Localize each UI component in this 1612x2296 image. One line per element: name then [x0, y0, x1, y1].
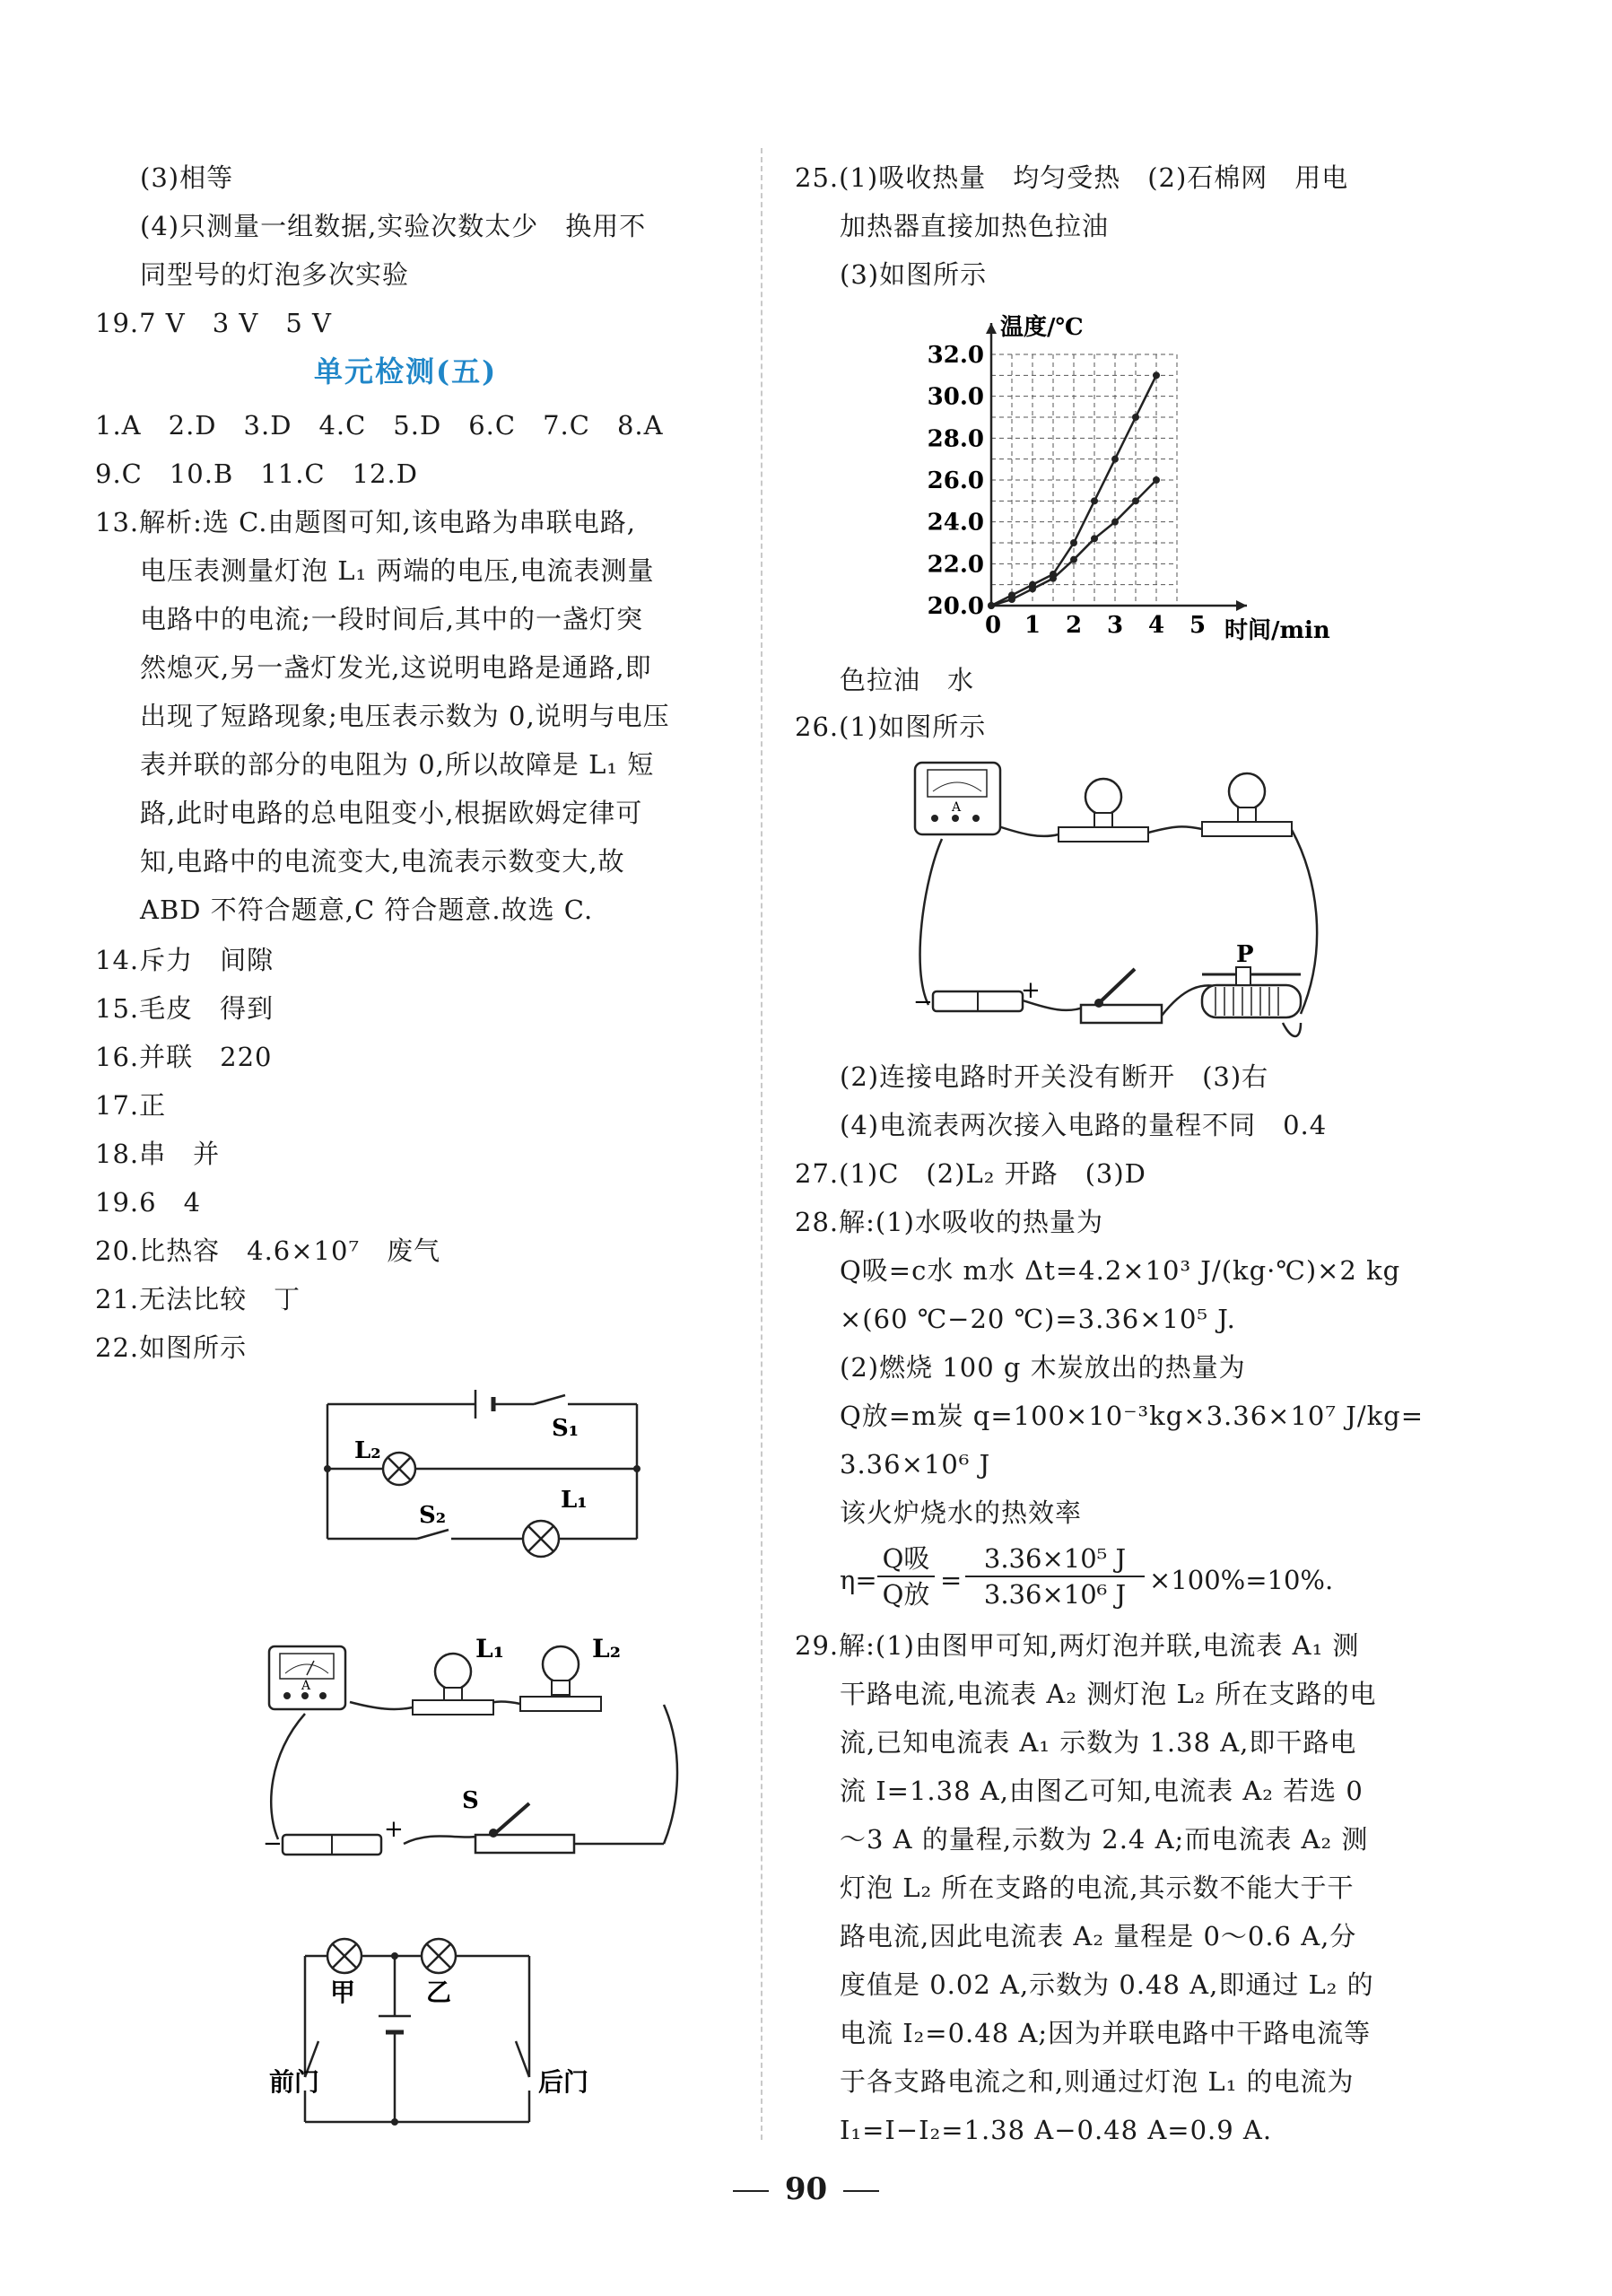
answer-line: 25.(1)吸收热量 均匀受热 (2)石棉网 用电: [795, 162, 1349, 193]
data-point: [1008, 596, 1015, 603]
x-tick-label: 2: [1065, 612, 1083, 639]
label-s: S: [462, 1787, 479, 1814]
label-s2: S₂: [419, 1502, 447, 1529]
formula-line: Q吸=c水 m水 Δt=4.2×10³ J/(kg·℃)×2 kg: [840, 1255, 1401, 1286]
y-axis-arrow: [986, 323, 997, 334]
battery-plus: +: [1021, 977, 1041, 1004]
y-tick-label: 30.0: [927, 383, 984, 411]
y-tick-label: 20.0: [927, 593, 984, 620]
ammeter: [269, 1646, 345, 1709]
label-p: P: [1236, 941, 1254, 968]
label-l2: L₂: [592, 1634, 621, 1663]
data-point: [1091, 535, 1098, 542]
front-door-text: 前门: [269, 2067, 320, 2097]
rheostat: [1202, 967, 1301, 1017]
answer-line: 21.无法比较 丁: [95, 1284, 301, 1314]
label-l1: L₁: [475, 1634, 504, 1663]
formula-line: Q放=m炭 q=100×10⁻³kg×3.36×10⁷ J/kg=: [840, 1401, 1425, 1431]
circuit-diagram-23: [260, 1628, 727, 1871]
x-tick-label: 0: [984, 612, 1002, 639]
footer-dash-right: [843, 2190, 879, 2192]
data-point: [1070, 556, 1077, 563]
x-tick-label: 1: [1024, 612, 1041, 639]
label-back-door: [538, 2067, 588, 2097]
data-point: [1029, 585, 1036, 592]
fraction-2: [965, 1541, 1145, 1611]
answer-line: 同型号的灯泡多次实验: [140, 259, 410, 290]
circuit-diagram-26: [906, 754, 1337, 1059]
data-point: [1091, 497, 1098, 504]
answer-line: 知,电路中的电流变大,电流表示数变大,故: [140, 846, 625, 877]
answer-line: (4)只测量一组数据,实验次数太少 换用不: [140, 211, 647, 241]
series-line: [991, 375, 1156, 606]
battery-minus: −: [263, 1830, 283, 1857]
answer-line: 流,已知电流表 A₁ 示数为 1.38 A,即干路电: [840, 1727, 1357, 1758]
back-door-text: 后门: [538, 2067, 589, 2097]
x-axis-label: 时间/min: [1224, 617, 1330, 644]
answer-line: 19.7 V 3 V 5 V: [95, 308, 332, 338]
temperature-time-chart: [924, 305, 1330, 664]
section-heading: 单元检测(五): [314, 354, 498, 388]
fraction-2-denominator: 3.36×10⁶ J: [983, 1579, 1127, 1610]
answer-line: (2)连接电路时开关没有断开 (3)右: [840, 1061, 1269, 1092]
switch: [1081, 969, 1162, 1023]
bulb-l2: [520, 1646, 601, 1711]
data-point: [1132, 497, 1139, 504]
label-l1: L₁: [561, 1487, 588, 1514]
bulb-1: [1059, 779, 1148, 842]
answer-line: 然熄灭,另一盏灯发光,这说明电路是通路,即: [140, 652, 652, 683]
y-tick-label: 32.0: [927, 342, 984, 369]
answer-line: (3)相等: [140, 162, 234, 193]
answer-line: 13.解析:选 C.由题图可知,该电路为串联电路,: [95, 507, 636, 537]
answer-line: ABD 不符合题意,C 符合题意.故选 C.: [140, 895, 594, 925]
label-s1: S₁: [552, 1415, 579, 1442]
answer-line: (4)电流表两次接入电路的量程不同 0.4: [840, 1110, 1328, 1140]
answer-line: 度值是 0.02 A,示数为 0.48 A,即通过 L₂ 的: [840, 1969, 1374, 2000]
ammeter-label: A: [301, 1679, 311, 1693]
legend-line: 色拉油 水: [840, 665, 975, 695]
page-number: 90: [784, 2171, 828, 2207]
answer-line: 28.解:(1)水吸收的热量为: [795, 1207, 1103, 1237]
answer-line: 19.6 4: [95, 1187, 202, 1218]
formula-lhs: η=: [840, 1565, 877, 1595]
answer-line: 电路中的电流;一段时间后,其中的一盏灯突: [140, 604, 643, 634]
answer-line: 14.斥力 间隙: [95, 945, 274, 975]
circuit-diagram-22: [318, 1377, 659, 1557]
battery: [933, 991, 1023, 1011]
footer-dash-left: [733, 2190, 769, 2192]
answer-line: 于各支路电流之和,则通过灯泡 L₁ 的电流为: [840, 2066, 1355, 2097]
x-tick-label: 5: [1189, 612, 1207, 639]
formula-line: 3.36×10⁶ J: [840, 1449, 991, 1480]
answer-line: 灯泡 L₂ 所在支路的电流,其示数不能大于干: [840, 1873, 1355, 1903]
answer-line: 22.如图所示: [95, 1332, 248, 1363]
y-tick-label: 28.0: [927, 425, 984, 453]
label-front-door: [269, 2067, 319, 2097]
battery-plus: +: [384, 1816, 404, 1843]
answer-line: 电流 I₂=0.48 A;因为并联电路中干路电流等: [840, 2018, 1372, 2048]
x-tick-label: 4: [1147, 612, 1165, 639]
answer-line: (3)如图所示: [840, 259, 988, 290]
answer-line: 路,此时电路的总电阻变小,根据欧姆定律可: [140, 798, 643, 828]
answer-line: 20.比热容 4.6×10⁷ 废气: [95, 1235, 441, 1266]
label-l2: L₂: [354, 1437, 381, 1464]
x-tick-label: 3: [1106, 612, 1124, 639]
answer-line: 该火炉烧水的热效率: [840, 1497, 1083, 1528]
fraction-2-numerator: 3.36×10⁵ J: [983, 1543, 1127, 1574]
answer-line: 电压表测量灯泡 L₁ 两端的电压,电流表测量: [140, 555, 655, 586]
answer-line: I₁=I−I₂=1.38 A−0.48 A=0.9 A.: [840, 2115, 1273, 2145]
data-point: [1153, 371, 1160, 379]
data-point: [1153, 476, 1160, 484]
answer-line: 9.C 10.B 11.C 12.D: [95, 458, 418, 489]
y-tick-label: 22.0: [927, 551, 984, 579]
ammeter: [915, 763, 1000, 834]
answer-line: (2)燃烧 100 g 木炭放出的热量为: [840, 1352, 1246, 1383]
fraction-1-numerator: Q吸: [882, 1543, 930, 1574]
answer-line: 加热器直接加热色拉油: [840, 211, 1110, 241]
data-point: [1132, 414, 1139, 421]
y-axis-label: 温度/℃: [1000, 314, 1084, 341]
answer-line: 路电流,因此电流表 A₂ 量程是 0～0.6 A,分: [840, 1921, 1357, 1951]
answer-line: 18.串 并: [95, 1139, 221, 1169]
battery-minus: −: [913, 989, 933, 1016]
label-yi: 乙: [426, 1977, 452, 2007]
y-tick-label: 24.0: [927, 509, 984, 537]
fraction-1-denominator: Q放: [882, 1579, 930, 1610]
page-footer: [0, 2171, 1612, 2207]
column-divider: [761, 148, 762, 2140]
answer-line: 干路电流,电流表 A₂ 测灯泡 L₂ 所在支路的电: [840, 1679, 1377, 1709]
formula-rhs: ×100%=10%.: [1149, 1565, 1334, 1595]
data-point: [988, 602, 995, 609]
answer-line: 26.(1)如图所示: [795, 711, 987, 742]
circuit-diagram-24: [269, 1929, 637, 2135]
switch-s: [475, 1803, 574, 1853]
x-axis-arrow: [1236, 600, 1247, 611]
answer-line: ～3 A 的量程,示数为 2.4 A;而电流表 A₂ 测: [840, 1824, 1369, 1855]
formula-line: ×(60 ℃−20 ℃)=3.36×10⁵ J.: [840, 1304, 1236, 1334]
answer-line: 27.(1)C (2)L₂ 开路 (3)D: [795, 1158, 1146, 1189]
battery: [283, 1835, 381, 1855]
label-jia: 甲: [330, 1977, 356, 2007]
answer-line: 16.并联 220: [95, 1042, 273, 1072]
data-point: [1111, 519, 1119, 526]
ammeter-label: A: [952, 800, 962, 815]
y-tick-label: 26.0: [927, 467, 984, 494]
data-point: [1050, 575, 1057, 582]
data-point: [1111, 456, 1119, 463]
answer-line: 17.正: [95, 1090, 167, 1121]
answer-line: 出现了短路现象;电压表示数为 0,说明与电压: [140, 701, 670, 731]
answer-line: 15.毛皮 得到: [95, 993, 274, 1024]
data-point: [1070, 539, 1077, 546]
formula-eq: =: [940, 1565, 963, 1595]
fraction-1: [877, 1541, 935, 1611]
answer-line: 29.解:(1)由图甲可知,两灯泡并联,电流表 A₁ 测: [795, 1630, 1360, 1661]
bulb-2: [1202, 773, 1292, 836]
answer-line: 1.A 2.D 3.D 4.C 5.D 6.C 7.C 8.A: [95, 410, 664, 441]
answer-line: 流 I=1.38 A,由图乙可知,电流表 A₂ 若选 0: [840, 1776, 1364, 1806]
answer-line: 表并联的部分的电阻为 0,所以故障是 L₁ 短: [140, 749, 655, 780]
